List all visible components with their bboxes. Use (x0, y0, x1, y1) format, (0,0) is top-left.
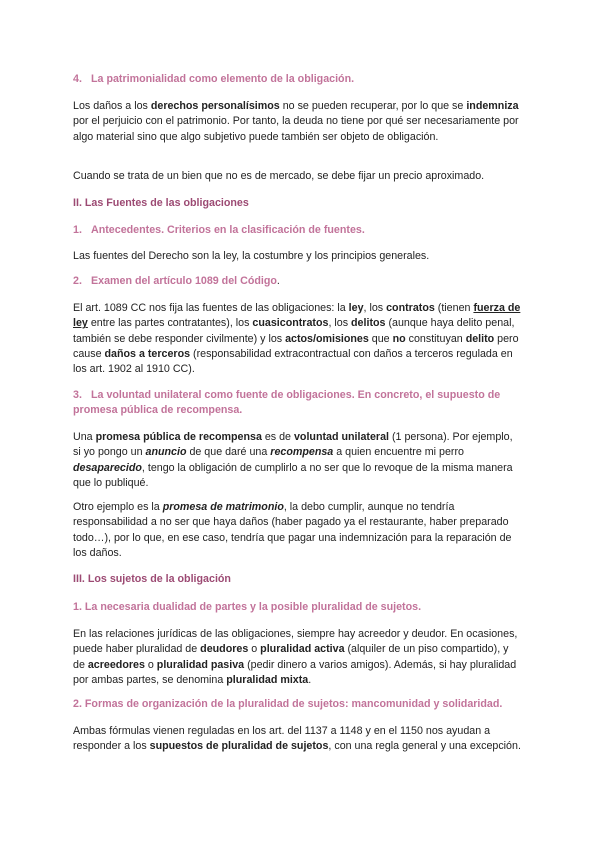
heading-fuentes: II. Las Fuentes de las obligaciones (73, 197, 249, 209)
section-heading-4: 4. La patrimonialidad como elemento de la obligación. (73, 73, 355, 85)
section-heading-3: 3. La voluntad unilateral como fuente de obligaciones. En concreto, el supuesto de promesa pública de recompensa. (73, 389, 501, 417)
paragraph-pluralidad: En las relaciones jurídicas de las obligaciones, siempre hay acreedor y deudor. En ocasiones, puede haber pluralidad de deudores o pluralidad activa (alquiler de un piso compartido), y de acreedores o pluralidad pasiva (pedir dinero a varios amigos). Además, si hay pluralidad por ambas partes, se denomina pluralidad mixta. (73, 628, 518, 686)
heading-sujetos: III. Los sujetos de la obligación (73, 573, 231, 585)
paragraph-fuentes-derecho: Las fuentes del Derecho son la ley, la costumbre y los principios generales. (73, 250, 430, 262)
section-heading-1: 1. Antecedentes. Criterios en la clasificación de fuentes. (73, 224, 365, 236)
subheading-dualidad: 1. La necesaria dualidad de partes y la posible pluralidad de sujetos. (73, 601, 422, 613)
paragraph-formulas: Ambas fórmulas vienen reguladas en los art. del 1137 a 1148 y en el 1150 nos ayudan a responder a los supuestos de pluralidad de sujetos, con una regla general y una excepción. (73, 725, 521, 753)
paragraph-art-1089: El art. 1089 CC nos fija las fuentes de las obligaciones: la ley, los contratos (tienen fuerza de ley entre las partes contratantes), los cuasicontratos, los delitos (aunque haya delito penal, también se debe responder civilmente) y los actos/omisiones que no constituyan delito pero cause daños a terceros (responsabilidad extracontractual con daños a terceros regulada en los art. 1902 al 1910 CC). (73, 302, 521, 376)
paragraph-promesa-matrimonio: Otro ejemplo es la promesa de matrimonio, la debo cumplir, aunque no tendría responsabilidad a no ser que haya daños (haber pagado ya el restaurante, haber preparado todo…), por lo que, en ese caso, tendría que pagar una indemnización para la reparación de los daños. (73, 501, 512, 559)
paragraph-personalisimos: Los daños a los derechos personalísimos no se pueden recuperar, por lo que se indemniza por el perjuicio con el patrimonio. Por tanto, la deuda no tiene por qué ser necesariamente por algo material sino que algo subjetivo puede también ser objeto de obligación. (73, 100, 519, 143)
section-heading-2: 2. Examen del artículo 1089 del Código. (73, 275, 280, 287)
subheading-mancomunidad: 2. Formas de organización de la pluralidad de sujetos: mancomunidad y solidaridad. (73, 698, 503, 710)
paragraph-bien-mercado: Cuando se trata de un bien que no es de mercado, se debe fijar un precio aproximado. (73, 170, 485, 182)
paragraph-promesa-publica: Una promesa pública de recompensa es de voluntad unilateral (1 persona). Por ejemplo, si yo pongo un anuncio de que daré una recompensa a quien encuentre mi perro desaparecido, tengo la obligación de cumplirlo a no ser que lo revoque de la misma manera que lo publiqué. (73, 431, 513, 489)
